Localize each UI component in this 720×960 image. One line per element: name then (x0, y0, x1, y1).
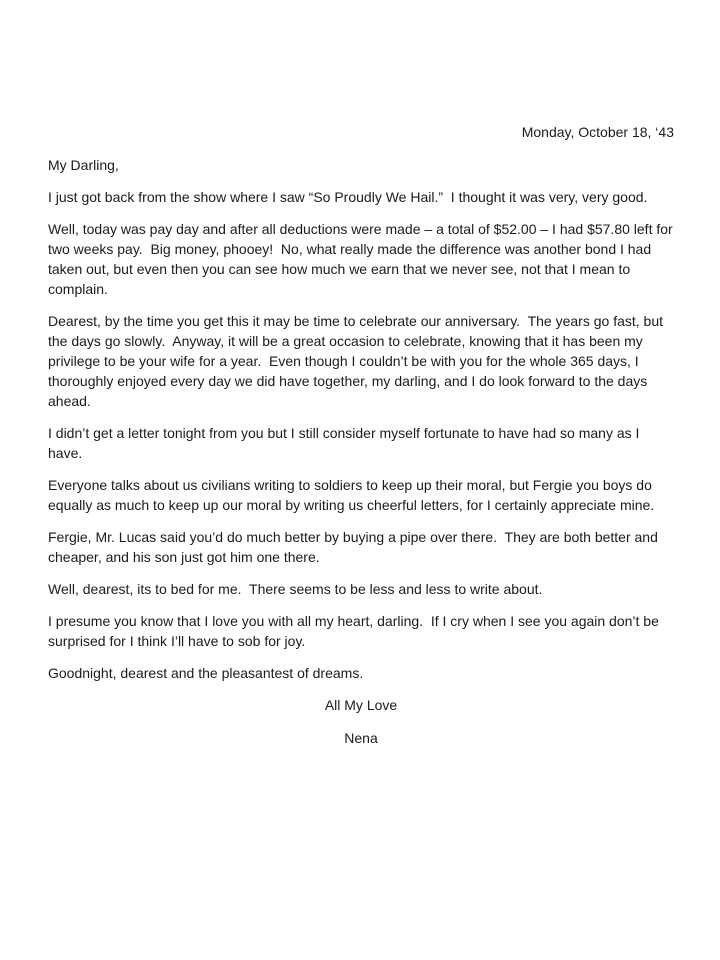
letter-paragraph: I just got back from the show where I saw “So Proudly We Hail.” I thought it was very, very good. (48, 189, 648, 205)
salutation: My Darling, (48, 157, 119, 173)
letter-paragraph: Goodnight, dearest and the pleasantest of dreams. (48, 665, 364, 681)
signature-name: Nena (344, 730, 378, 746)
letter-paragraph: Well, today was pay day and after all deductions were made – a total of $52.00 – I had $57.80 left for two weeks pay. Big money, phooey! No, what really made the difference was another bond I had taken out, but even then you can see how much we earn that we never see, not that I mean to complain. (48, 221, 677, 297)
letter-paragraph: I presume you know that I love you with all my heart, darling. If I cry when I see you again don’t be surprised for I think I’ll have to sob for joy. (48, 613, 663, 649)
letter-paragraph: Fergie, Mr. Lucas said you’d do much better by buying a pipe over there. They are both better and cheaper, and his son just got him one there. (48, 529, 662, 565)
letter-paragraph: Dearest, by the time you get this it may be time to celebrate our anniversary. The years go fast, but the days go slowly. Anyway, it will be a great occasion to celebrate, knowing that it has been my privilege to be your wife for a year. Even though I couldn’t be with you for the whole 365 days, I thoroughly enjoyed every day we did have together, my darling, and I do look forward to the days ahead. (48, 313, 667, 409)
date-line: Monday, October 18, ‘43 (521, 124, 674, 140)
closing-line: All My Love (324, 697, 398, 713)
letter-paragraph: I didn’t get a letter tonight from you but I still consider myself fortunate to have had so many as I have. (48, 425, 644, 461)
letter-paragraph: Everyone talks about us civilians writing to soldiers to keep up their moral, but Fergie you boys do equally as much to keep up our moral by writing us cheerful letters, for I certainly appreciate mine. (48, 477, 656, 513)
letter-paragraph: Well, dearest, its to bed for me. There seems to be less and less to write about. (48, 581, 543, 597)
